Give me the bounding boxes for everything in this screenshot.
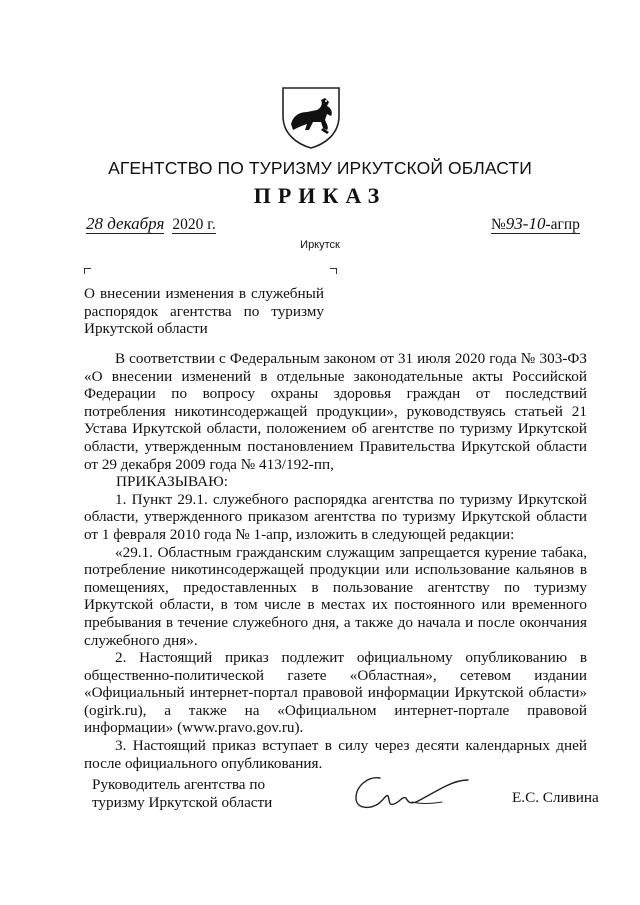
signatory-position-line-1: Руководитель агентства по	[92, 776, 266, 793]
coat-of-arms-icon	[277, 86, 345, 150]
signatory-position	[92, 776, 272, 812]
document-date	[86, 214, 216, 234]
subject-corner-right	[330, 268, 337, 274]
agency-name: АГЕНТСТВО ПО ТУРИЗМУ ИРКУТСКОЙ ОБЛАСТИ	[108, 158, 532, 178]
document-subject: О внесении изменения в служебный распорядок агентства по туризму Иркутской области	[84, 285, 324, 337]
document-year: 2020 г.	[172, 216, 216, 233]
handwritten-number: 93-10	[505, 214, 546, 233]
signatory-position-line-2: туризму Иркутской области	[92, 794, 273, 811]
decree-word: ПРИКАЗЫВАЮ:	[116, 473, 228, 491]
document-city: Иркутск	[300, 239, 340, 251]
number-suffix: -агпр	[545, 216, 580, 233]
document-body	[84, 350, 587, 772]
subject-corner-left	[84, 268, 91, 274]
item-paragraph-2: 2. Настоящий приказ подлежит официальному опубликованию в общественно-политической газете «Областная», сетевом издании «Официальный интернет-портал правовой информации Иркутской области» (ogirk.ru), а также на «Официальном интернет-портале правовой информации» (www.pravo.gov.ru).	[84, 649, 587, 737]
number-prefix: №	[491, 216, 506, 233]
preamble-paragraph: В соответствии с Федеральным законом от 31 июля 2020 года № 303-ФЗ «О внесении изменений в отдельные законодательные акты Российской Федерации по вопросу охраны здоровья граждан от последствий потребления никотинсодержащей продукции», руководствуясь статьей 21 Устава Иркутской области, положением об агентстве по туризму Иркутской области, утвержденным постановлением Правительства Иркутской области от 29 декабря 2009 года № 413/192-пп,	[84, 350, 587, 473]
document-number	[491, 214, 580, 234]
signature-icon	[350, 772, 476, 814]
handwritten-date: 28 декабря	[86, 214, 165, 233]
item-paragraph-3: 3. Настоящий приказ вступает в силу через десяти календарных дней после официального опубликования.	[84, 737, 587, 772]
item-paragraph-1: 1. Пункт 29.1. служебного распорядка агентства по туризму Иркутской области, утвержденного приказом агентства по туризму Иркутской области от 1 февраля 2010 года № 1-апр, изложить в следующей редакции:	[84, 490, 587, 543]
quoted-paragraph: «29.1. Областным гражданским служащим запрещается курение табака, потребление никотинсодержащей продукции или использование кальянов в помещениях, предоставленных в пользование агентству по туризму Иркутской области, в том числе в местах их постоянного или временного пребывания в течение служебного дня, а также до начала и после окончания служебного дня».	[84, 543, 587, 649]
signatory-name: Е.С. Сливина	[512, 789, 599, 806]
document-type-title: ПРИКАЗ	[253, 183, 387, 208]
